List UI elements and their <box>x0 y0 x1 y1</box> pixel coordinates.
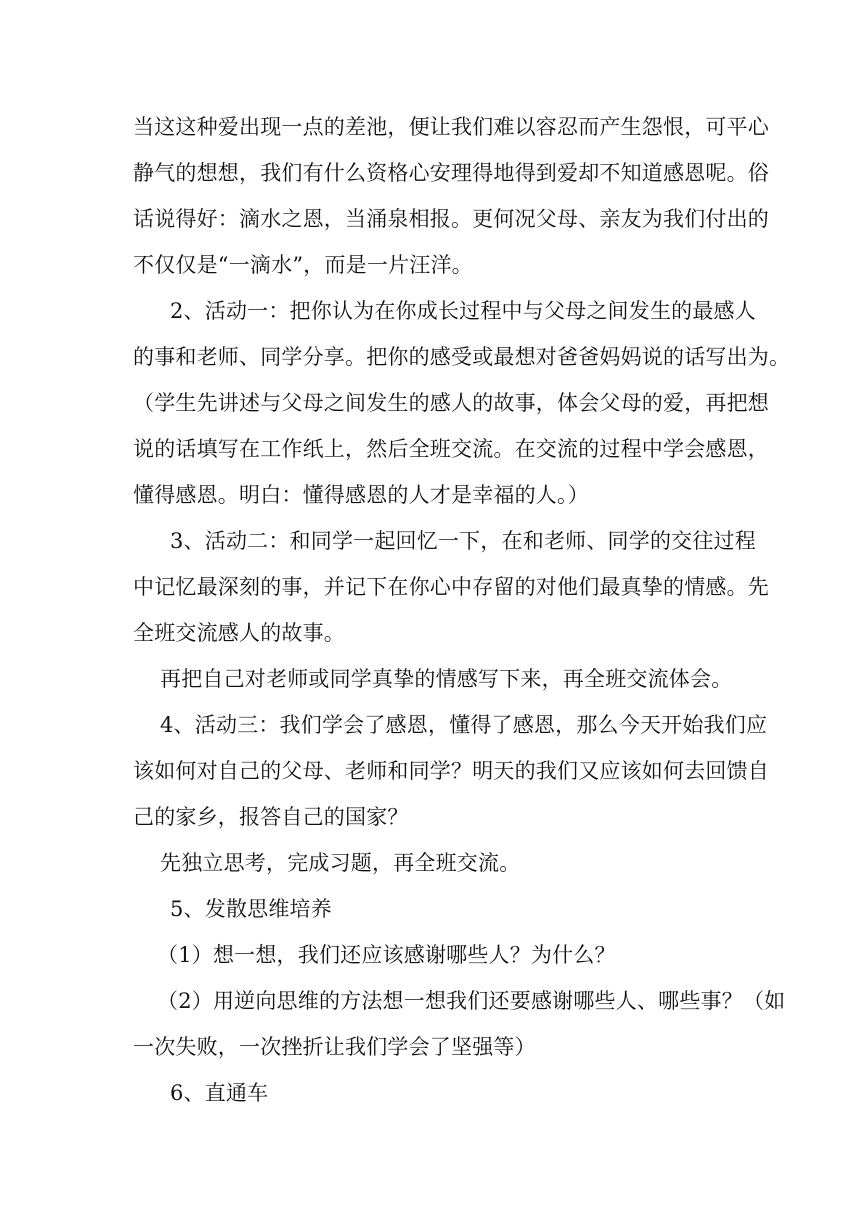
text-line: 该如何对自己的父母、老师和同学？明天的我们又应该如何去回馈自 <box>133 759 769 783</box>
text-line: 不仅仅是“一滴水”，而是一片汪洋。 <box>133 253 473 277</box>
text-line: 的事和老师、同学分享。把你的感受或最想对爸爸妈妈说的话写出为。 <box>133 345 791 369</box>
text-line: 静气的想想，我们有什么资格心安理得地得到爱却不知道感恩呢。俗 <box>133 161 769 185</box>
text-line: 懂得感恩。明白：懂得感恩的人才是幸福的人。） <box>133 483 589 507</box>
text-line: 4、活动三：我们学会了感恩，懂得了感恩，那么今天开始我们应 <box>160 713 768 737</box>
text-line: 当这这种爱出现一点的差池，便让我们难以容忍而产生怨恨，可平心 <box>133 115 769 139</box>
text-line: 先独立思考，完成习题，再全班交流。 <box>160 851 521 875</box>
text-line: （2）用逆向思维的方法想一想我们还要感谢哪些人、哪些事？（如 <box>157 989 786 1013</box>
text-line: 全班交流感人的故事。 <box>133 621 345 645</box>
text-line: 己的家乡，报答自己的国家？ <box>133 805 409 829</box>
text-line: 5、发散思维培养 <box>170 897 332 921</box>
text-line: 2、活动一：把你认为在你成长过程中与父母之间发生的最感人 <box>170 299 756 323</box>
text-line: （学生先讲述与父母之间发生的感人的故事，体会父母的爱，再把想 <box>133 391 769 415</box>
text-line: 3、活动二：和同学一起回忆一下，在和老师、同学的交往过程 <box>170 529 756 553</box>
text-line: 中记忆最深刻的事，并记下在你心中存留的对他们最真挚的情感。先 <box>133 575 769 599</box>
text-line: 6、直通车 <box>170 1081 269 1105</box>
text-line: 再把自己对老师或同学真挚的情感写下来，再全班交流体会。 <box>160 667 733 691</box>
text-line: 说的话填写在工作纸上，然后全班交流。在交流的过程中学会感恩， <box>133 437 769 461</box>
text-line: 话说得好：滴水之恩，当涌泉相报。更何况父母、亲友为我们付出的 <box>133 207 769 231</box>
text-line: （1）想一想，我们还应该感谢哪些人？为什么？ <box>157 943 616 967</box>
text-line: 一次失败，一次挫折让我们学会了坚强等） <box>133 1035 536 1059</box>
